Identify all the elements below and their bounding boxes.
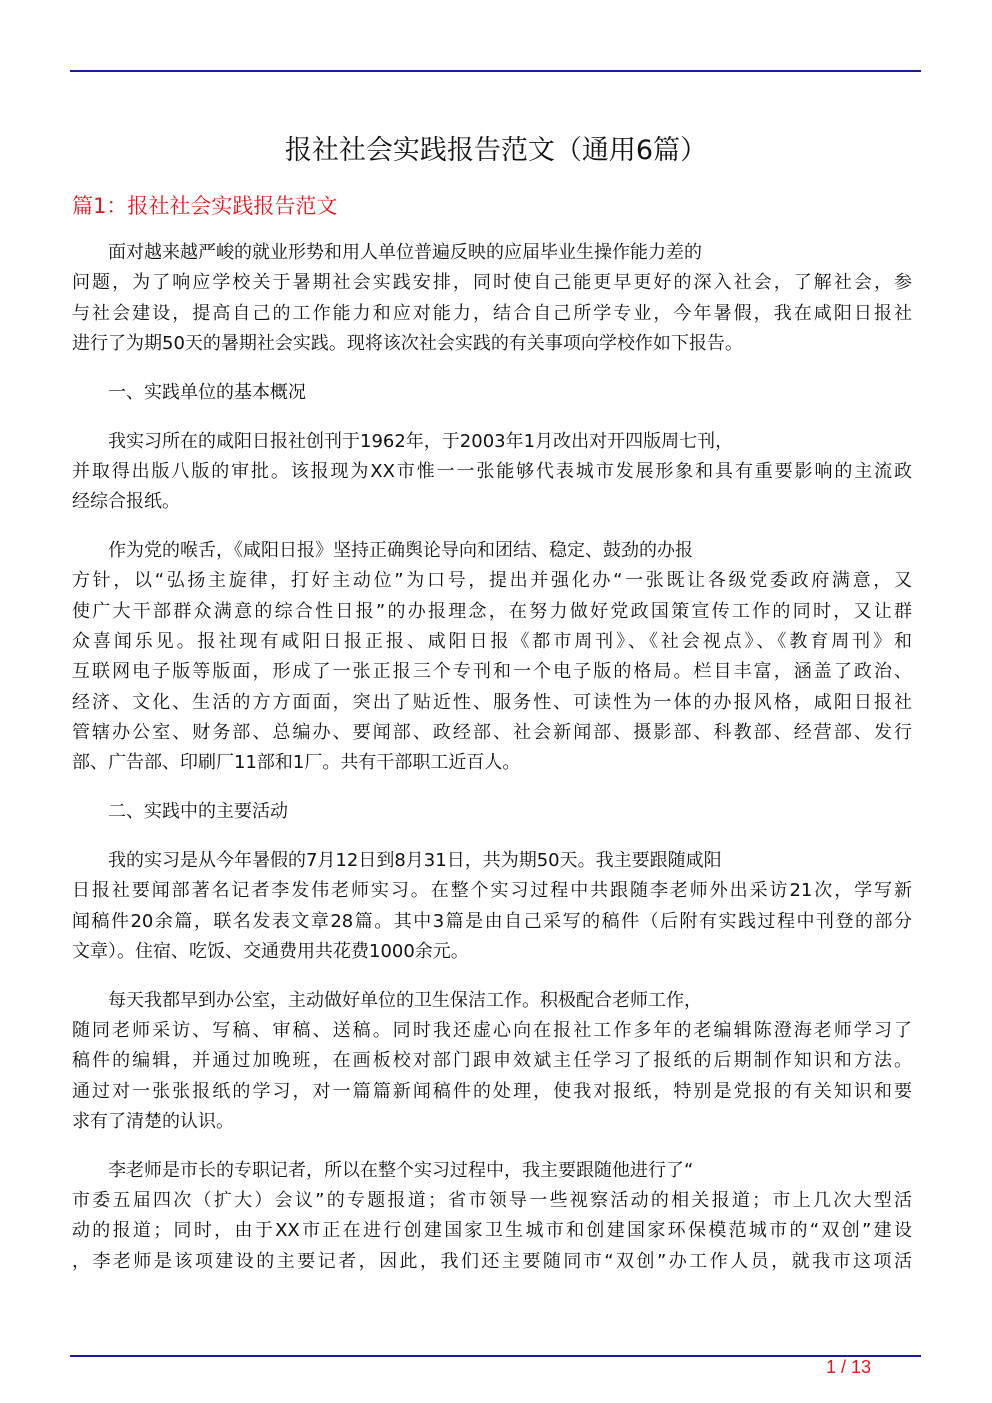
text-line: 并取得出版八版的审批。该报现为XX市惟一一张能够代表城市发展形象和具有重要影响的主流政 <box>72 460 912 482</box>
text-line: 我的实习是从今年暑假的7月12日到8月31日，共为期50天。我主要跟随咸阳 <box>108 850 722 872</box>
subheading <box>72 378 912 408</box>
text-line: ，李老师是该项建设的主要记者，因此，我们还主要随同市“双创”办工作人员，就我市这项活 <box>72 1250 912 1272</box>
document-title: 报社社会实践报告范文（通用6篇） <box>284 135 708 166</box>
text-line: 求有了清楚的认识。 <box>72 1110 234 1132</box>
text-line: 管辖办公室、财务部、总编办、要闻部、政经部、社会新闻部、摄影部、科教部、经营部、发行 <box>72 721 912 743</box>
paragraph <box>72 427 912 518</box>
text-line: 问题，为了响应学校关于暑期社会实践安排，同时使自己能更早更好的深入社会，了解社会，参 <box>72 272 912 294</box>
text-line: 作为党的喉舌，《咸阳日报》坚持正确舆论导向和团结、稳定、鼓劲的办报 <box>108 540 693 562</box>
paragraph <box>72 238 912 359</box>
text-line: 动的报道；同时，由于XX市正在进行创建国家卫生城市和创建国家环保模范城市的“双创”建设 <box>72 1220 912 1242</box>
text-line: 进行了为期50天的暑期社会实践。现将该次社会实践的有关事项向学校作如下报告。 <box>72 332 743 354</box>
text-line: 使广大干部群众满意的综合性日报”的办报理念，在努力做好党政国策宣传工作的同时，又让群 <box>72 600 912 622</box>
text-line: 经济、文化、生活的方方面面，突出了贴近性、服务性、可读性为一体的办报风格，咸阳日报社 <box>72 691 912 713</box>
text-line: 一、实践单位的基本概况 <box>108 381 306 403</box>
footer-rule <box>70 1355 921 1357</box>
text-line: 面对越来越严峻的就业形势和用人单位普遍反映的应届毕业生操作能力差的 <box>108 242 702 263</box>
text-line: 稿件的编辑，并通过加晚班，在画板校对部门跟申效斌主任学习了报纸的后期制作知识和方法。 <box>72 1050 912 1072</box>
text-line: 二、实践中的主要活动 <box>108 801 288 823</box>
paragraph <box>72 986 912 1137</box>
text-line: 部、广告部、印刷厂11部和1厂。共有干部职工近百人。 <box>72 752 521 774</box>
text-line: 与社会建设，提高自己的工作能力和应对能力，结合自己所学专业，今年暑假，我在咸阳日报社 <box>72 302 912 324</box>
text-line: 闻稿件20余篇，联名发表文章28篇。其中3篇是由自己采写的稿件（后附有实践过程中刊登的部分 <box>72 910 912 932</box>
text-line: 每天我都早到办公室，主动做好单位的卫生保洁工作。积极配合老师工作， <box>108 989 702 1011</box>
text-line: 通过对一张张报纸的学习，对一篇篇新闻稿件的处理，使我对报纸，特别是党报的有关知识和要 <box>72 1080 912 1102</box>
paragraph <box>72 846 912 967</box>
page-number: 1 / 13 <box>826 1357 872 1377</box>
text-line: 随同老师采访、写稿、审稿、送稿。同时我还虚心向在报社工作多年的老编辑陈澄海老师学习了 <box>72 1020 912 1042</box>
text-line: 互联网电子版等版面，形成了一张正报三个专刊和一个电子版的格局。栏目丰富，涵盖了政治、 <box>72 661 912 683</box>
text-line: 日报社要闻部著名记者李发伟老师实习。在整个实习过程中共跟随李老师外出采访21次，学写新 <box>72 880 912 902</box>
text-line: 方针，以“弘扬主旋律，打好主动位”为口号，提出并强化办“一张既让各级党委政府满意，又 <box>72 570 912 592</box>
text-line: 文章）。住宿、吃饭、交通费用共花费1000余元。 <box>72 940 469 962</box>
text-line: 经综合报纸。 <box>72 491 180 513</box>
text-line: 李老师是市长的专职记者，所以在整个实习过程中，我主要跟随他进行了“ <box>108 1159 694 1181</box>
header-rule <box>70 70 921 72</box>
text-line: 市委五届四次（扩大）会议”的专题报道；省市领导一些视察活动的相关报道；市上几次大型活 <box>72 1190 912 1212</box>
subheading <box>72 797 912 827</box>
text-line: 我实习所在的咸阳日报社创刊于1962年，于2003年1月改出对开四版周七刊， <box>108 430 734 452</box>
paragraph <box>72 1156 912 1277</box>
section-heading: 篇1：报社社会实践报告范文 <box>72 194 338 218</box>
document-body <box>72 238 912 1296</box>
paragraph <box>72 536 912 778</box>
text-line: 众喜闻乐见。报社现有咸阳日报正报、咸阳日报《都市周刊》、《社会视点》、《教育周刊》和 <box>72 631 912 653</box>
